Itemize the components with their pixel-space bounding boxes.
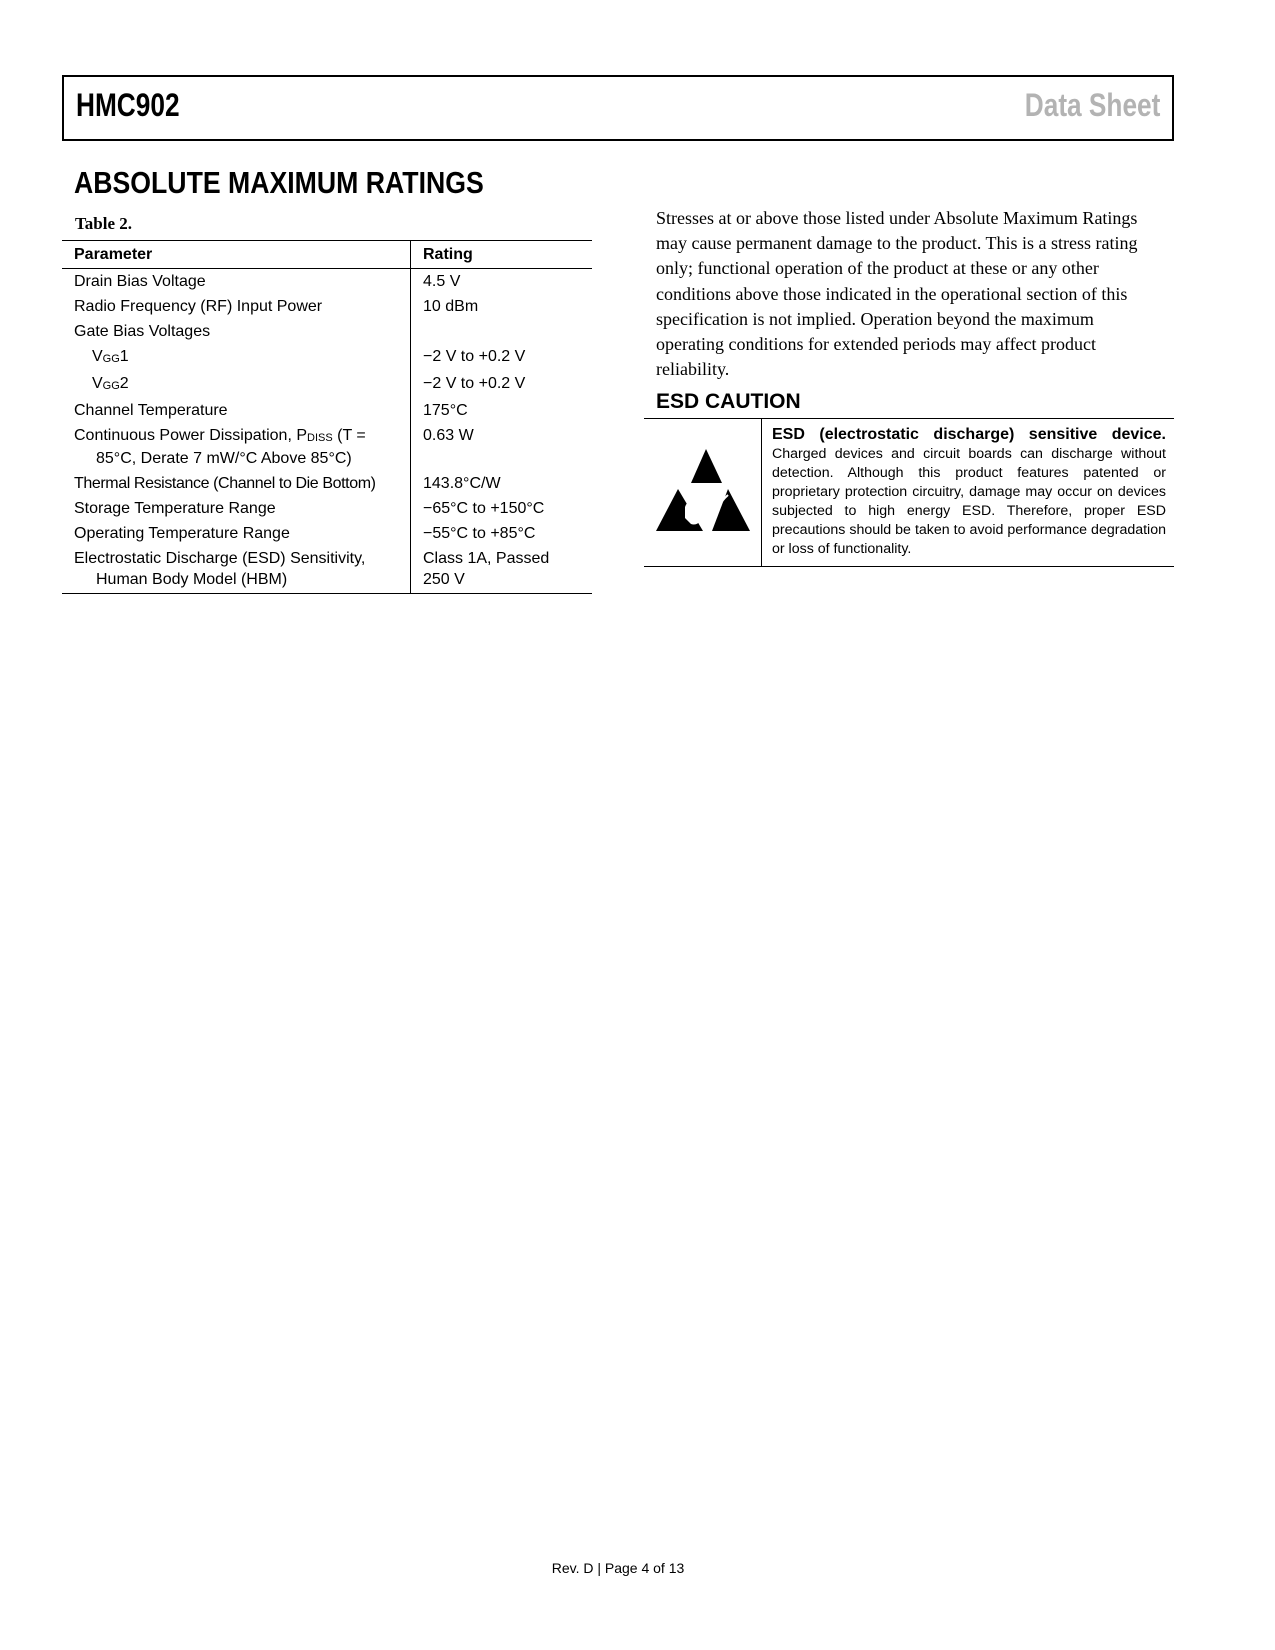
page-header [62,75,1174,141]
rating-cell [411,546,593,594]
parameter-cell [62,546,411,594]
parameter-suffix: (T = [332,427,366,444]
rating-text: Class 1A, Passed [423,550,550,567]
esd-caution-lead: ESD (electrostatic discharge) sensitive device. [772,426,1166,443]
table-row [62,371,592,398]
table-caption: Table 2. [75,214,133,233]
table-row [62,344,592,371]
esd-icon-cell [644,419,762,566]
rating-cell: 0.63 W [423,427,474,444]
table-row [62,294,592,319]
parameter-subscript: DISS [307,432,333,444]
parameter-cell: Drain Bias Voltage [62,269,411,295]
table-row [62,496,592,521]
table-row [62,398,592,423]
parameter-text: Continuous Power Dissipation, P [74,427,308,444]
parameter-cell: Radio Frequency (RF) Input Power [62,294,411,319]
esd-caution-text [772,425,1166,559]
absolute-maximum-ratings-table [62,240,592,594]
esd-caution-title: ESD CAUTION [656,390,801,413]
table-row [62,423,592,471]
table-row [62,269,592,295]
rating-cell: −2 V to +0.2 V [423,348,526,365]
parameter-cell: Thermal Resistance (Channel to Die Bottom) [62,471,411,496]
esd-caution-box [644,418,1174,567]
parameter-cell: Gate Bias Voltages [62,319,411,344]
parameter-cell: Operating Temperature Range [62,521,411,546]
rating-cell: 143.8°C/W [423,475,501,492]
table-row [62,521,592,546]
column-header-parameter: Parameter [62,241,411,269]
table-header-row [62,241,592,269]
table-row [62,546,592,594]
parameter-suffix: 1 [119,348,129,365]
rating-cell: 4.5 V [423,273,461,290]
parameter-subscript: GG [102,353,120,365]
parameter-cell [62,423,411,471]
parameter-cell: Channel Temperature [62,398,411,423]
rating-cell: 10 dBm [423,298,479,315]
table-row [62,471,592,496]
rating-cell: 175°C [423,402,468,419]
parameter-cell: Storage Temperature Range [62,496,411,521]
parameter-continuation: Human Body Model (HBM) [96,571,288,588]
product-name: HMC902 [76,87,180,123]
section-title: ABSOLUTE MAXIMUM RATINGS [74,165,484,200]
page-footer: Rev. D | Page 4 of 13 [551,1560,685,1576]
document-type: Data Sheet [1024,87,1160,123]
rating-continuation: 250 V [423,571,465,588]
column-header-rating: Rating [411,241,593,269]
parameter-cell [62,344,411,371]
table-row [62,319,592,344]
rating-cell: −65°C to +150°C [423,500,545,517]
rating-cell: −2 V to +0.2 V [423,375,526,392]
parameter-subscript: GG [102,380,120,392]
parameter-symbol: V [92,348,103,365]
stress-paragraph: Stresses at or above those listed under Absolute Maximum Ratings may cause permanent damage to the product. This is a stress rating only; functional operation of the product at these or any other conditions above those indicated in the operational section of this specification is not implied. Operation beyond the maximum operating conditions for extended periods may affect product reliability. [656,208,1138,380]
parameter-symbol: V [92,375,103,392]
parameter-continuation: 85°C, Derate 7 mW/°C Above 85°C) [96,450,352,467]
parameter-cell [62,371,411,398]
esd-warning-icon [656,449,750,535]
rating-cell: −55°C to +85°C [423,525,536,542]
esd-caution-body: Charged devices and circuit boards can discharge without detection. Although this product features patented or proprietary protection circuitry, damage may occur on devices subjected to high energy ESD. Therefore, proper ESD precautions should be taken to avoid performance degradation or loss of functionality. [772,446,1166,557]
parameter-text: Electrostatic Discharge (ESD) Sensitivity, [74,550,366,567]
rating-cell [411,319,593,344]
parameter-suffix: 2 [119,375,129,392]
